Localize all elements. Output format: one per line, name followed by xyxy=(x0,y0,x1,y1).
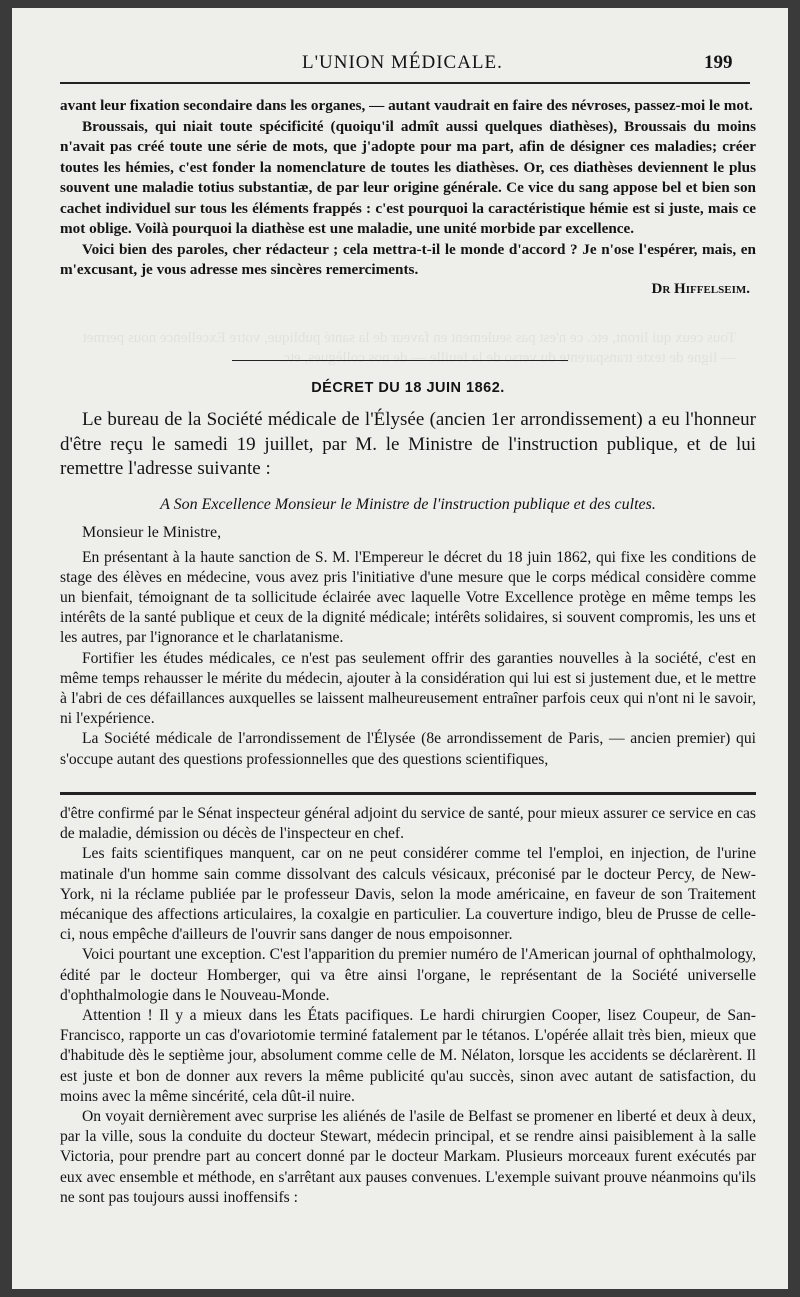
decree-lead: Le bureau de la Société médicale de l'Élysée (ancien 1er arrondissement) a eu l'honneur d'être reçu le samedi 19 juillet, par M. le Ministre de l'instruction publique, et de lui remettre l'adresse suivante : xyxy=(60,409,756,479)
page-header xyxy=(12,44,788,84)
section-divider xyxy=(232,360,568,361)
feuilleton-paragraph: Voici pourtant une exception. C'est l'apparition du premier numéro de l'American journal of ophthalmology, édité par le docteur Homberger, qui va être ainsi l'organe, le représentant de la Société universelle d'ophthalmologie dans le Nouveau-Monde. xyxy=(60,946,756,1004)
decree-section xyxy=(60,380,756,770)
feuilleton-section xyxy=(60,804,756,1208)
letter-conclusion xyxy=(60,96,756,298)
salutation: Monsieur le Ministre, xyxy=(82,523,222,541)
letter-paragraph: avant leur fixation secondaire dans les organes, — autant vaudrait en faire des névroses, passez-moi le mot. xyxy=(60,97,753,114)
feuilleton-rule xyxy=(60,792,756,795)
page-number: 199 xyxy=(704,52,733,73)
bleed-through-text: Tous ceux qui liront, etc. ce n'est pas seulement en faveur de la santé publique, votre Excellence nous permet — ligne de texte transparente du verso de la feuille — de nos collègues, etc. xyxy=(82,330,736,366)
feuilleton-paragraph: d'être confirmé par le Sénat inspecteur général adjoint du service de santé, pour mieux assurer ce service en cas de maladie, démission ou décès de l'inspecteur en chef. xyxy=(60,805,756,843)
decree-paragraph: En présentant à la haute sanction de S. M. l'Empereur le décret du 18 juin 1862, qui fixe les conditions de stage des élèves en médecine, vous avez pris l'initiative d'une mesure que le corps médical considère comme un bienfait, témoignant de ta sollicitude éclairée avec laquelle Votre Excellence protège en même temps les intérêts de la santé publique et ceux de la dignité médicale; intérêts solidaires, si souvent compromis, les uns et les autres, par l'ignorance et le charlatanisme. xyxy=(60,548,756,647)
letter-paragraph: Broussais, qui niait toute spécificité (quoiqu'il admît aussi quelques diathèses), Broussais du moins n'avait pas créé toute une série de mots, que j'adopte pour ma part, afin de désigner ces maladies; créer toutes les hémies, c'est fonder la nomenclature de toutes les diathèses. Or, ces diathèses deviennent le plus souvent une maladie totius substantiæ, de par leur origine générale. Ce vice du sang appose bel et bien son cachet individuel sur tous les éléments frappés : c'est pourquoi la caractéristique hémie est si juste, mais ce mot oblige. Voilà pourquoi la diathèse est une maladie, une unité morbide par excellence. xyxy=(60,117,756,237)
header-rule xyxy=(60,82,750,84)
signature: Dr Hiffelseim. xyxy=(651,280,750,297)
document-page xyxy=(12,8,788,1289)
decree-paragraph: Fortifier les études médicales, ce n'est pas seulement offrir des garanties nouvelles à la société, c'est en même temps rehausser le mérite du médecin, ajouter à la considération qui lui est si justement due, et le mettre à l'abri de ces défaillances auxquelles se laissent malheureusement entraîner parfois ceux qui n'ont ni le savoir, ni l'expérience. xyxy=(60,649,756,728)
dedication: A Son Excellence Monsieur le Ministre de l'instruction publique et des cultes. xyxy=(160,495,656,513)
running-title: L'UNION MÉDICALE. xyxy=(302,52,503,73)
letter-paragraph: Voici bien des paroles, cher rédacteur ; cela mettra-t-il le monde d'accord ? Je n'ose l'espérer, mais, en m'excusant, je vous adresse mes sincères remerciments. xyxy=(60,240,756,278)
feuilleton-paragraph: Les faits scientifiques manquent, car on ne peut considérer comme tel l'emploi, en injection, de l'urine matinale d'un homme sain comme dissolvant des calculs vésicaux, préconisé par le docteur Percy, de New-York, ni la réclame publiée par le professeur Davis, selon la mode américaine, en faveur de son Traitement mécanique des affections articulaires, la coxalgie en particulier. La couverture indigo, bleu de Prusse de celle-ci, nous empêche d'ailleurs de l'ouvrir sans danger de nous empoisonner. xyxy=(60,845,756,944)
feuilleton-paragraph: On voyait dernièrement avec surprise les aliénés de l'asile de Belfast se promener en liberté et deux à deux, par la ville, sous la conduite du docteur Stewart, médecin principal, et se rendre ainsi paisiblement à la salle Victoria, pour prendre part au concert donné par le docteur Markam. Plusieurs morceaux furent exécutés par eux avec ensemble et méthode, en s'arrêtant aux pauses convenues. L'exemple suivant prouve néanmoins qu'ils ne sont pas toujours aussi inoffensifs : xyxy=(60,1108,756,1206)
decree-paragraph: La Société médicale de l'arrondissement de l'Élysée (8e arrondissement de Paris, — ancien premier) qui s'occupe autant des questions professionnelles que des questions scientifiques, xyxy=(60,730,756,768)
decree-title: DÉCRET DU 18 JUIN 1862. xyxy=(311,380,505,396)
feuilleton-paragraph: Attention ! Il y a mieux dans les États pacifiques. Le hardi chirurgien Cooper, lisez Coupeur, de San-Francisco, rapporte un cas d'ovariotomie terminé fatalement par le tétanos. L'opérée allait très bien, mieux que d'habitude dès le septième jour, absolument comme celle de M. Nélaton, lorsque les accidents se déclarèrent. Il est juste et bon de donner aux revers la même publicité qu'au succès, sinon avec autant de satisfaction, du moins avec la même sincérité, cela dût-il nuire. xyxy=(60,1007,756,1105)
